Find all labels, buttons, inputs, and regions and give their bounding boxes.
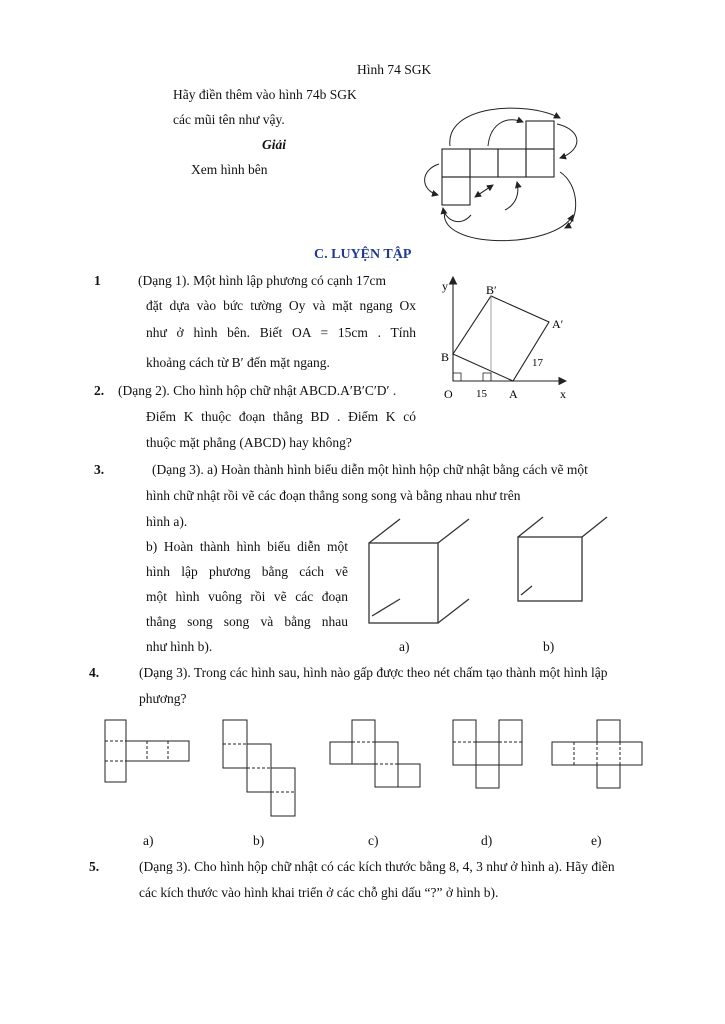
exercise-5-line-1: (Dạng 3). Cho hình hộp chữ nhật có các kích thước bằng 8, 4, 3 như ở hình a). Hãy điền [139,859,615,874]
exercise-2-line-3: thuộc mặt phẳng (ABCD) hay không? [146,435,352,450]
net-square [442,149,470,177]
net-square [526,121,554,149]
label-b: B [441,350,450,364]
exercise-3-number: 3. [94,462,105,477]
net-d-label: d) [481,833,493,848]
box-a-edge [372,599,400,616]
exercise-4-nets [100,715,650,820]
box-a-edge [369,519,400,543]
net-b-label: b) [253,833,265,848]
solution-label: Giải [262,137,287,152]
arrow [505,182,518,210]
net-square [526,149,554,177]
exercise-2-number: 2. [94,383,105,398]
figure-b-label: b) [543,639,555,654]
exercise-4-number: 4. [89,665,100,680]
arrow [450,108,560,146]
net-square [470,149,498,177]
label-x: x [560,387,566,401]
label-o: O [444,387,453,401]
box-a-edge [438,519,469,543]
cube-b-edge [521,586,532,595]
cube-b-edge [582,517,607,537]
net-b [223,720,295,816]
exercise-5-number: 5. [89,859,100,874]
see-figure-text: Xem hình bên [191,162,268,177]
top-text-line-2: các mũi tên như vậy. [173,112,285,127]
exercise-1-line-4: khoảng cách từ B′ đến mặt ngang. [146,355,330,370]
exercise-4-line-1: (Dạng 3). Trong các hình sau, hình nào gấp được theo nét chấm tạo thành một hình lập [139,665,608,680]
arrow [425,164,439,195]
label-y: y [442,279,448,293]
net-square [442,177,470,205]
figure-caption: Hình 74 SGK [357,62,432,77]
arrow [444,210,573,241]
exercise-3-line-3: hình a). [146,514,188,529]
arrow [560,172,576,228]
cube-b-edge [518,517,543,537]
cube-net-arrows-figure [405,100,585,265]
label-a: A [509,387,518,401]
cube-b-front [518,537,582,601]
arrow [488,120,523,146]
net-c-label: c) [368,833,379,848]
exercise-1-figure [436,272,576,402]
label-17: 17 [532,357,543,369]
exercise-3-b-line-1: b) Hoàn thành hình biểu diễn một [146,539,348,554]
exercise-1-number: 1 [94,273,101,288]
exercise-3-b-line-5: như hình b). [146,639,213,654]
net-c [330,720,420,787]
section-title: C. LUYỆN TẬP [314,247,412,262]
exercise-4-line-2: phương? [139,691,187,706]
net-e [552,720,642,788]
label-a-prime: A′ [552,317,564,331]
net-d [453,720,522,788]
exercise-3-b-line-2: hình lập phương bằng cách vẽ [146,564,348,579]
exercise-1-line-2: đặt dựa vào bức tường Oy và mặt ngang Ox [146,298,416,313]
exercise-3-line-1: (Dạng 3). a) Hoàn thành hình biểu diễn một hình hộp chữ nhật bằng cách vẽ một [152,462,588,477]
arrow [475,185,493,197]
right-angle-mark [483,373,491,381]
net-a [105,720,189,782]
exercise-1-line-3: như ở hình bên. Biết OA = 15cm . Tính [146,325,416,340]
label-b-prime: B′ [486,283,497,297]
exercise-3-b-line-4: thẳng song song và bằng nhau [146,614,348,629]
top-text-line-1: Hãy điền thêm vào hình 74b SGK [173,87,357,102]
exercise-3-line-2: hình chữ nhật rồi vẽ các đoạn thẳng song song và bằng nhau như trên [146,488,521,503]
label-15: 15 [476,388,487,400]
right-angle-mark [453,373,461,381]
arrow [443,208,471,222]
net-square [498,149,526,177]
arrow [557,124,577,158]
exercise-5-line-2: các kích thước vào hình khai triển ở các chỗ ghi dấu “?” ở hình b). [139,885,499,900]
box-a-edge [438,599,469,623]
exercise-3-figures [360,512,600,632]
net-e-label: e) [591,833,602,848]
figure-a-label: a) [399,639,410,654]
net-a-label: a) [143,833,154,848]
exercise-3-b-line-3: một hình vuông rồi vẽ các đoạn [146,589,348,604]
exercise-1-line-1: (Dạng 1). Một hình lập phương có cạnh 17cm [138,273,387,288]
exercise-2-line-2: Điểm K thuộc đoạn thẳng BD . Điểm K có [146,409,416,424]
exercise-2-line-1: (Dạng 2). Cho hình hộp chữ nhật ABCD.A′B′C′D′ . [118,383,397,398]
